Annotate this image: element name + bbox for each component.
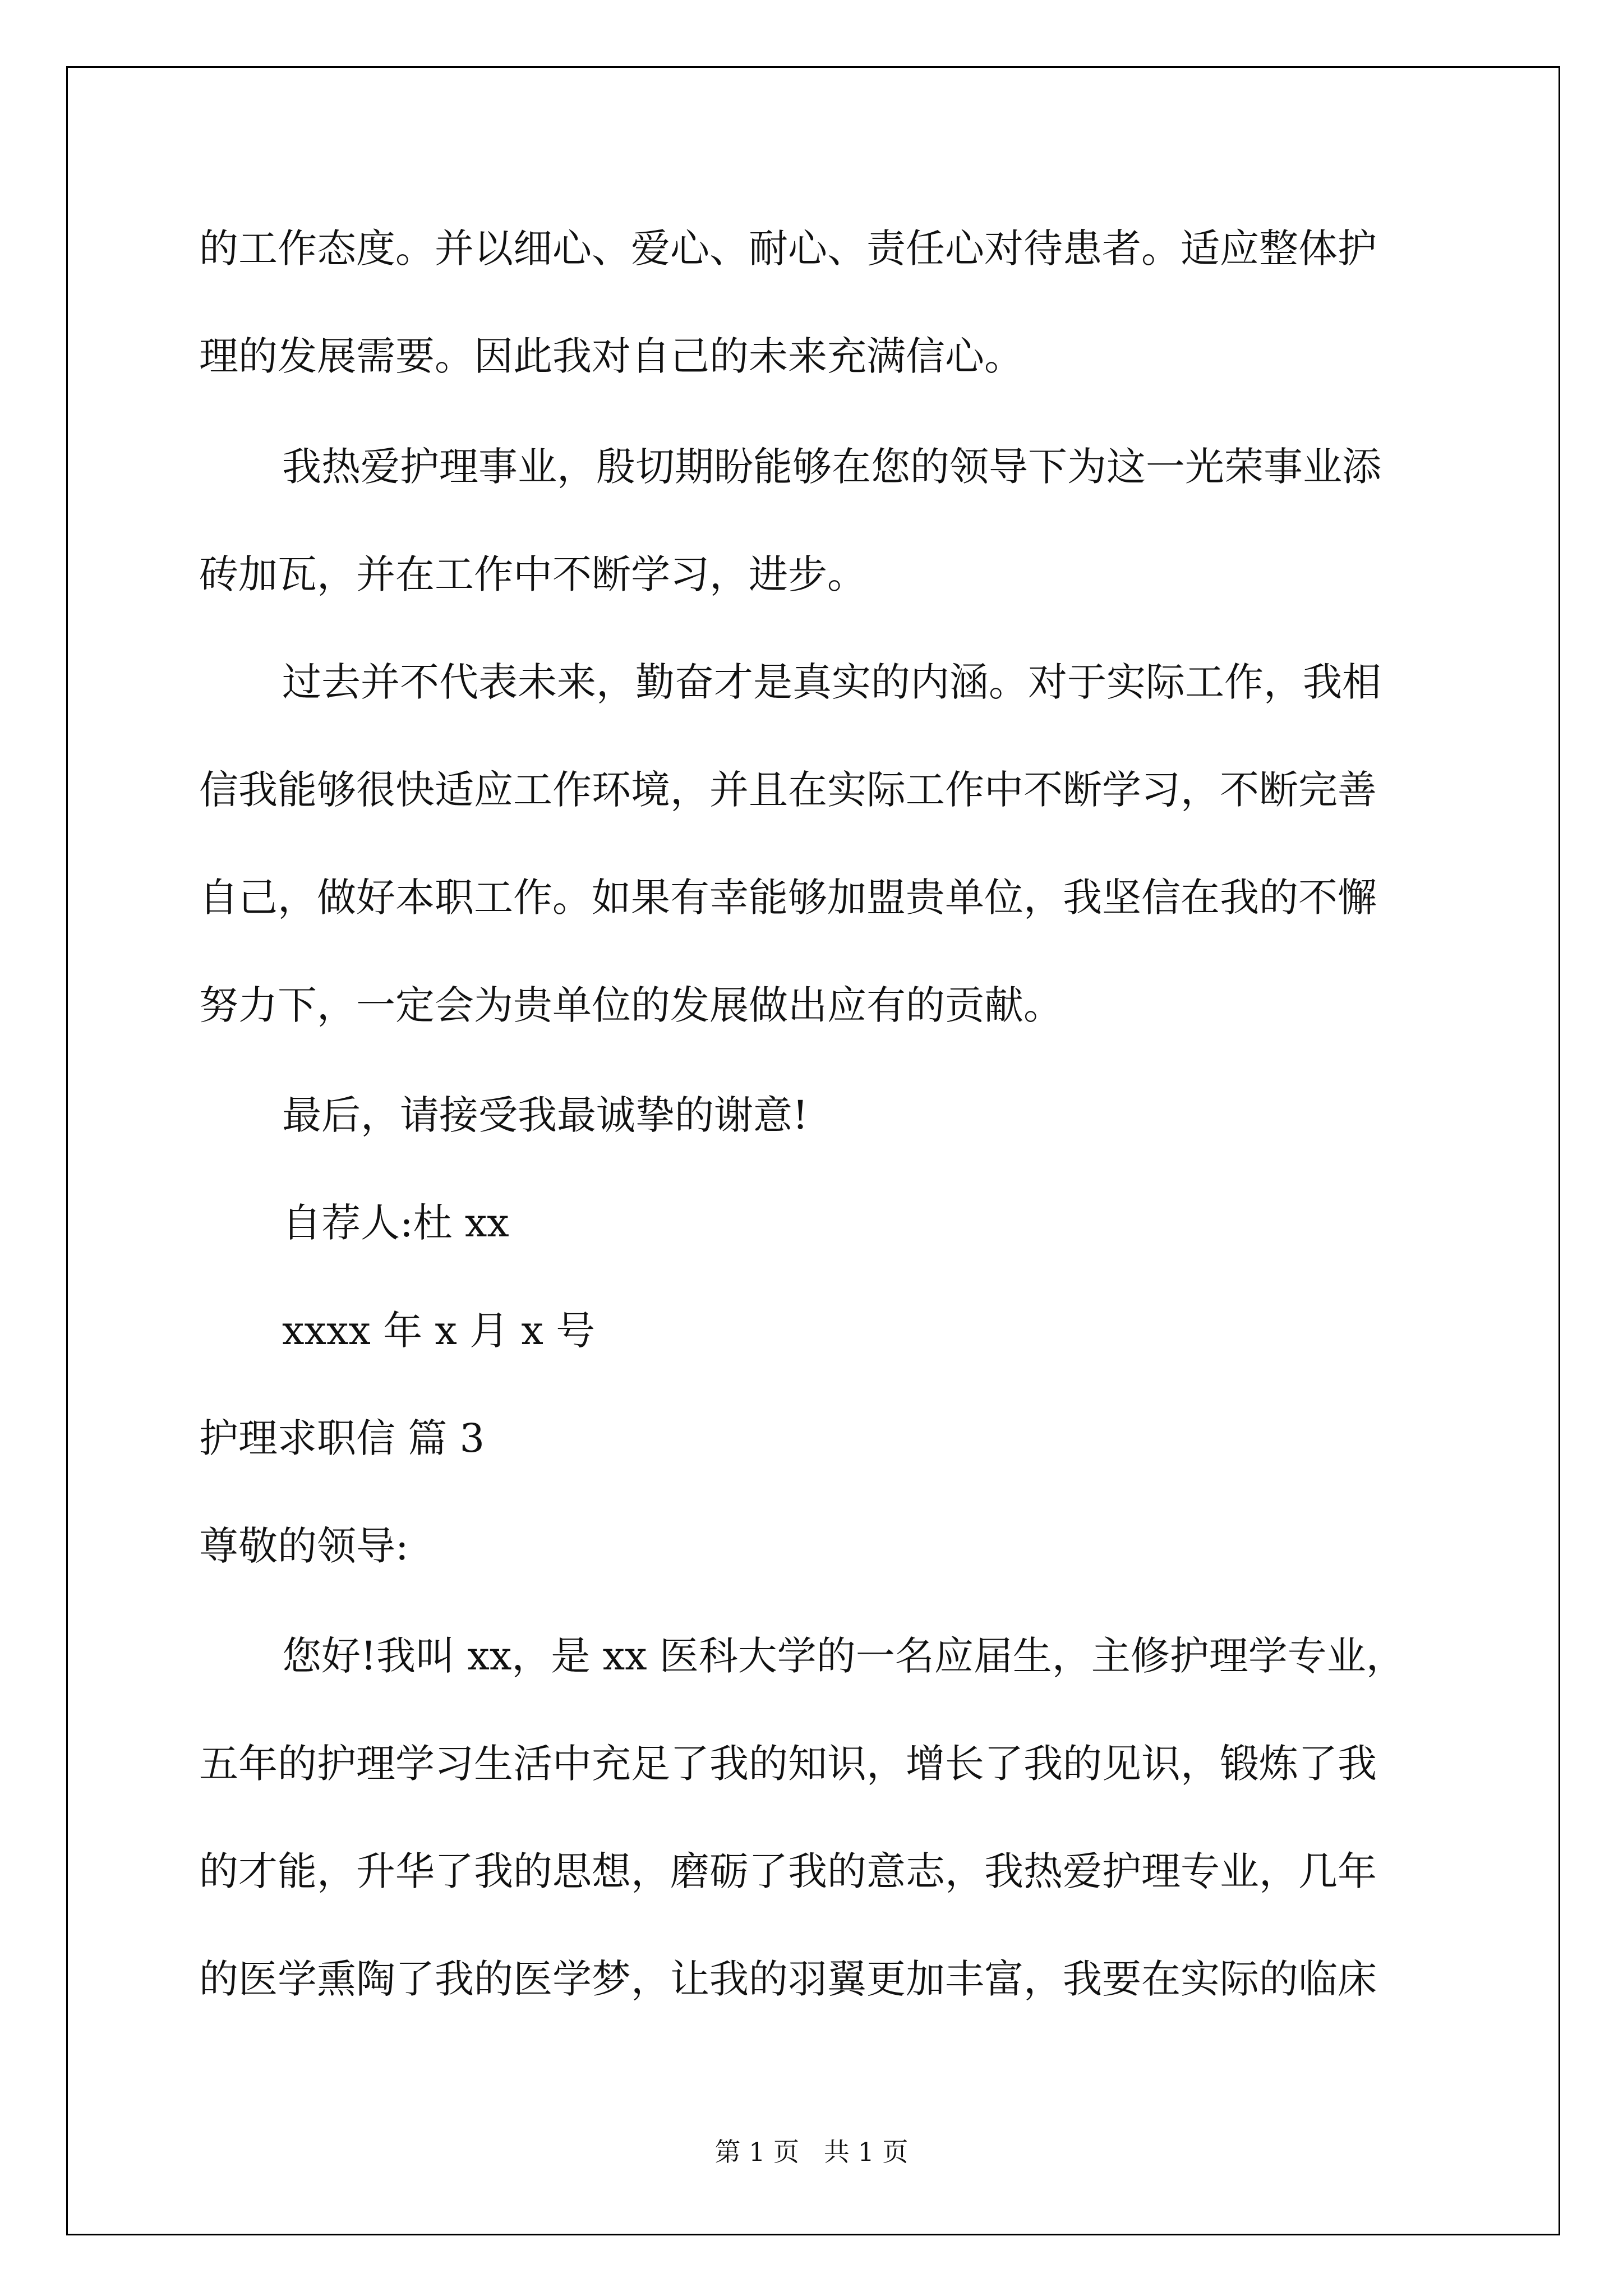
section-heading: 护理求职信 篇 3 xyxy=(199,1415,485,1461)
text-line: 的才能，升华了我的思想，磨砺了我的意志，我热爱护理专业，几年 xyxy=(199,1848,1377,1894)
text-line: 理的发展需要。因此我对自己的未来充满信心。 xyxy=(199,333,1023,379)
text-line: 砖加瓦，并在工作中不断学习，进步。 xyxy=(199,551,866,597)
text-line: 的医学熏陶了我的医学梦，让我的羽翼更加丰富，我要在实际的临床 xyxy=(199,1956,1377,2002)
text-line: 最后，请接受我最诚挚的谢意! xyxy=(282,1092,809,1138)
text-line: 五年的护理学习生活中充足了我的知识，增长了我的见识，锻炼了我 xyxy=(199,1741,1377,1787)
text-line: 自己，做好本职工作。如果有幸能够加盟贵单位，我坚信在我的不懈 xyxy=(199,875,1377,921)
text-line: 努力下，一定会为贵单位的发展做出应有的贡献。 xyxy=(199,982,1063,1028)
text-line: 我热爱护理事业，殷切期盼能够在您的领导下为这一光荣事业添 xyxy=(282,444,1381,490)
text-line: 信我能够很快适应工作环境，并且在实际工作中不断学习，不断完善 xyxy=(199,767,1377,813)
text-line: xxxx 年 x 月 x 号 xyxy=(282,1308,596,1354)
text-line: 过去并不代表未来，勤奋才是真实的内涵。对于实际工作，我相 xyxy=(282,659,1381,705)
text-line: 自荐人:杜 xx xyxy=(282,1200,509,1246)
text-line: 您好!我叫 xx，是 xx 医科大学的一名应届生，主修护理学专业， xyxy=(282,1633,1405,1679)
page-border xyxy=(66,66,1560,2235)
salutation: 尊敬的领导: xyxy=(199,1523,409,1569)
text-line: 的工作态度。并以细心、爱心、耐心、责任心对待患者。适应整体护 xyxy=(199,226,1377,272)
page-number-footer: 第 1 页 共 1 页 xyxy=(714,2137,909,2167)
